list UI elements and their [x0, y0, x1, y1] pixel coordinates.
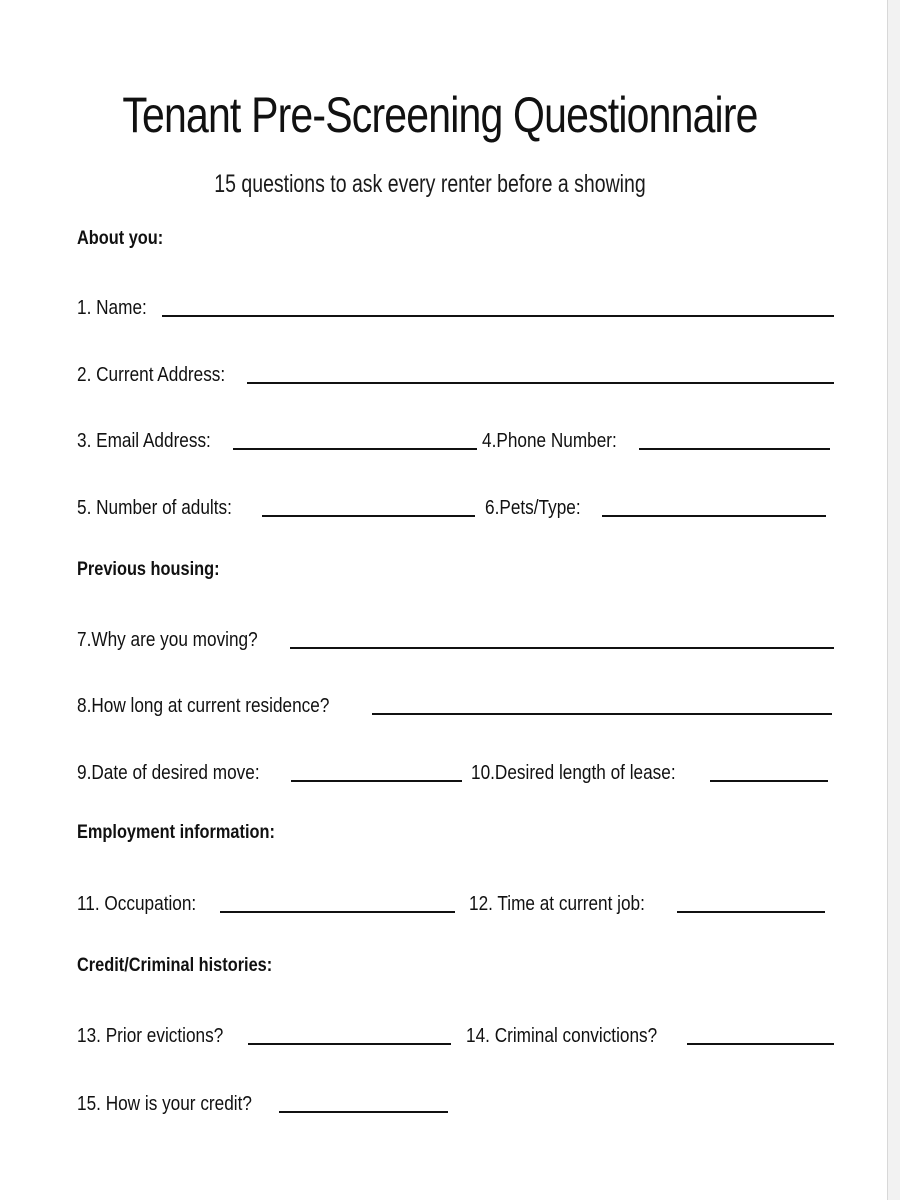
- page-title: Tenant Pre-Screening Questionnaire: [122, 87, 758, 143]
- question-14-label: 14. Criminal convictions?: [466, 1025, 658, 1047]
- section-heading-previous: Previous housing:: [77, 559, 220, 580]
- answer-field-credit[interactable]: [279, 1111, 448, 1113]
- answer-field-phone[interactable]: [639, 448, 830, 450]
- section-heading-about: About you:: [77, 228, 164, 249]
- question-row-11-12: [0, 886, 900, 916]
- answer-field-convictions[interactable]: [687, 1043, 834, 1045]
- question-row-2: [0, 357, 900, 387]
- section-heading-credit: Credit/Criminal histories:: [77, 955, 273, 976]
- answer-field-name[interactable]: [162, 315, 834, 317]
- question-9-label: 9.Date of desired move:: [77, 762, 260, 784]
- question-row-3-4: [0, 423, 900, 453]
- question-15-label: 15. How is your credit?: [77, 1093, 252, 1115]
- question-row-5-6: [0, 490, 900, 520]
- question-5-label: 5. Number of adults:: [77, 497, 232, 519]
- question-row-7: [0, 622, 900, 652]
- question-13-label: 13. Prior evictions?: [77, 1025, 224, 1047]
- question-4-label: 4.Phone Number:: [482, 430, 617, 452]
- question-1-label: 1. Name:: [77, 297, 147, 319]
- question-row-1: [0, 290, 900, 320]
- question-row-13-14: [0, 1018, 900, 1048]
- question-11-label: 11. Occupation:: [77, 893, 197, 915]
- answer-field-occupation[interactable]: [220, 911, 455, 913]
- question-3-label: 3. Email Address:: [77, 430, 211, 452]
- question-row-15: [0, 1086, 900, 1116]
- answer-field-pets[interactable]: [602, 515, 826, 517]
- question-12-label: 12. Time at current job:: [469, 893, 645, 915]
- question-2-label: 2. Current Address:: [77, 364, 226, 386]
- answer-field-why-moving[interactable]: [290, 647, 834, 649]
- answer-field-current-address[interactable]: [247, 382, 834, 384]
- question-10-label: 10.Desired length of lease:: [471, 762, 676, 784]
- answer-field-move-date[interactable]: [291, 780, 462, 782]
- answer-field-email[interactable]: [233, 448, 477, 450]
- question-6-label: 6.Pets/Type:: [485, 497, 581, 519]
- question-row-8: [0, 688, 900, 718]
- question-8-label: 8.How long at current residence?: [77, 695, 330, 717]
- section-heading-employment: Employment information:: [77, 822, 275, 843]
- answer-field-evictions[interactable]: [248, 1043, 451, 1045]
- question-row-9-10: [0, 755, 900, 785]
- page-subtitle: 15 questions to ask every renter before a showing: [214, 170, 646, 198]
- answer-field-time-at-job[interactable]: [677, 911, 825, 913]
- answer-field-adults[interactable]: [262, 515, 475, 517]
- question-7-label: 7.Why are you moving?: [77, 629, 258, 651]
- answer-field-how-long[interactable]: [372, 713, 832, 715]
- answer-field-lease-length[interactable]: [710, 780, 828, 782]
